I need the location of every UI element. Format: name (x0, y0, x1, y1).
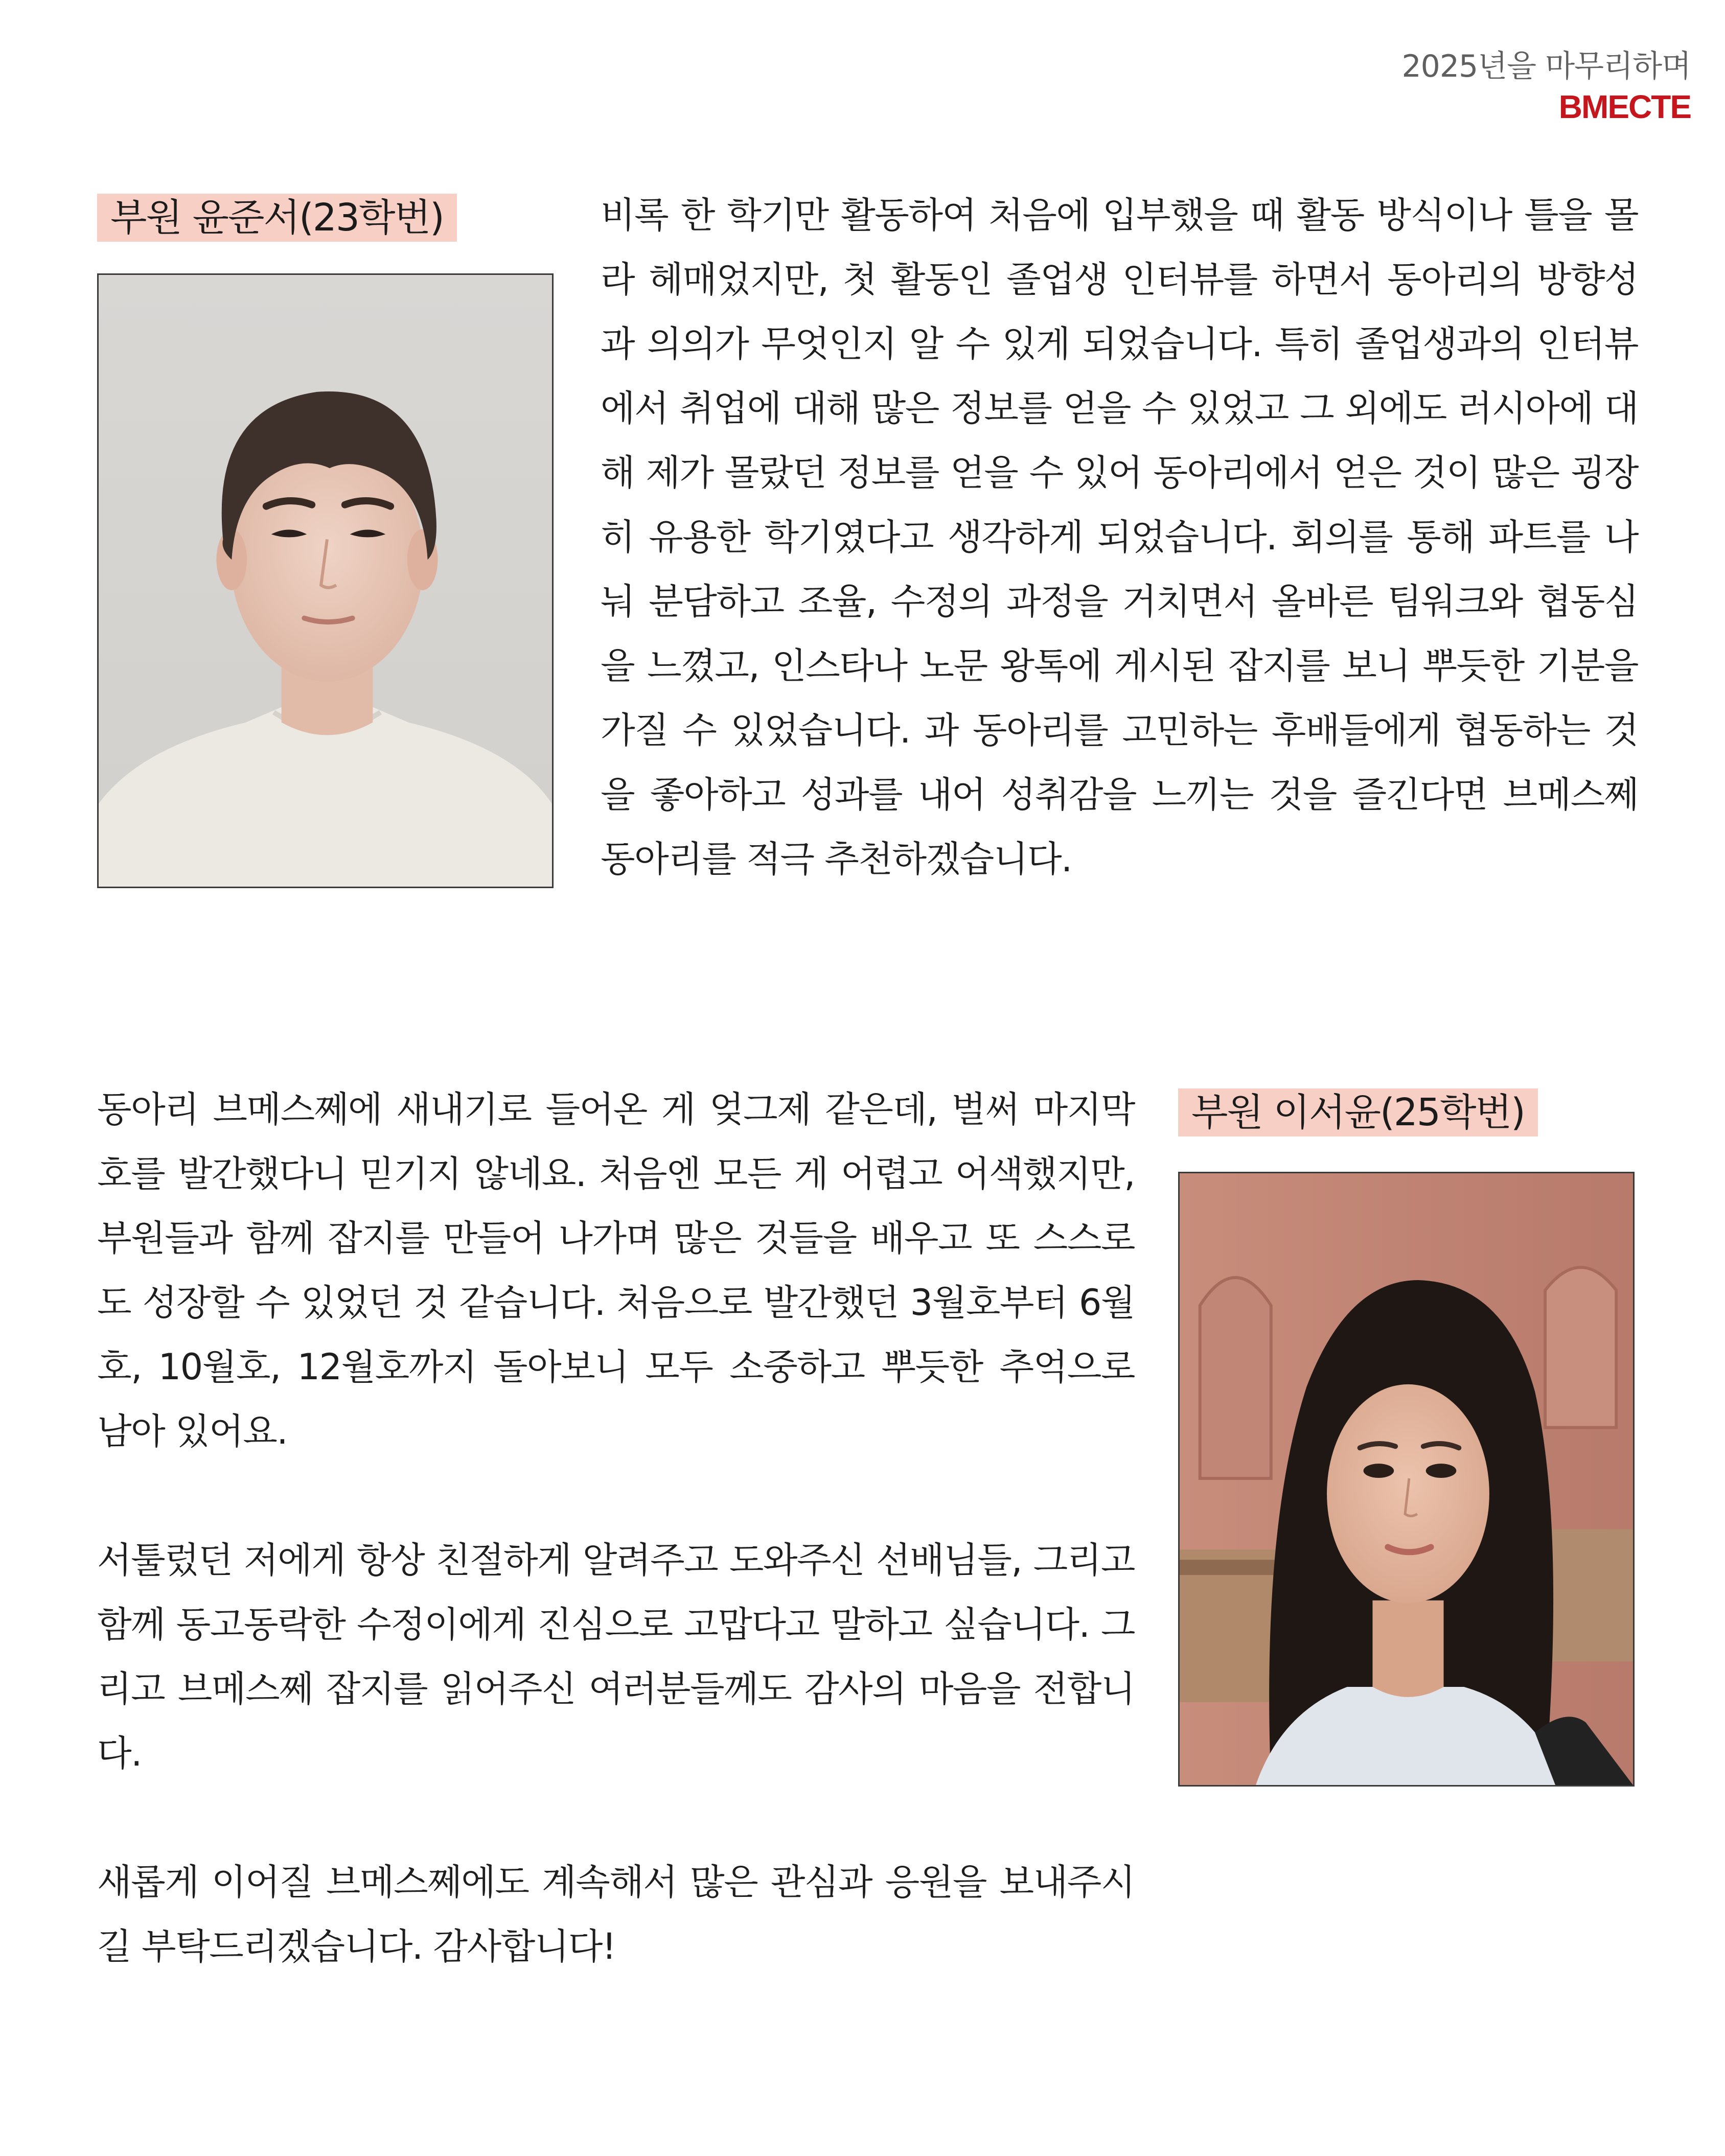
member1-photo (97, 273, 554, 888)
member1-name-tag: 부원 윤준서(23학번) (97, 194, 457, 242)
member2-paragraph-1: 동아리 브메스쩨에 새내기로 들어온 게 엊그제 같은데, 벌써 마지막 호를 발간했다니 믿기지 않네요. 처음엔 모든 게 어렵고 어색했지만, 부원들과 함께 잡지를 만들어 나가며 많은 것들을 배우고 또 스스로도 성장할 수 있었던 것 같습니다. 처음으로 발간했던 3월호부터 6월호, 10월호, 12월호까지 돌아보니 모두 소중하고 뿌듯한 추억으로 남아 있어요. (97, 1088, 1135, 1452)
member2-paragraph-3: 새롭게 이어질 브메스쩨에도 계속해서 많은 관심과 응원을 보내주시길 부탁드리겠습니다. 감사합니다! (97, 1861, 1135, 1967)
member2-photo (1178, 1172, 1635, 1787)
issue-subtitle: 2025년을 마무리하며 (1401, 49, 1691, 84)
member2-name-tag: 부원 이서윤(25학번) (1178, 1088, 1538, 1137)
member2-paragraph-2: 서툴렀던 저에게 항상 친절하게 알려주고 도와주신 선배님들, 그리고 함께 동고동락한 수정이에게 진심으로 고맙다고 말하고 싶습니다. 그리고 브메스쩨 잡지를 읽어주신 여러분들께도 감사의 마음을 전합니다. (97, 1539, 1135, 1774)
member1-paragraph: 비록 한 학기만 활동하여 처음에 입부했을 때 활동 방식이나 틀을 몰라 헤매었지만, 첫 활동인 졸업생 인터뷰를 하면서 동아리의 방향성과 의의가 무엇인지 알 수 있게 되었습니다. 특히 졸업생과의 인터뷰에서 취업에 대해 많은 정보를 얻을 수 있었고 그 외에도 러시아에 대해 제가 몰랐던 정보를 얻을 수 있어 동아리에서 얻은 것이 많은 굉장히 유용한 학기였다고 생각하게 되었습니다. 회의를 통해 파트를 나눠 분담하고 조율, 수정의 과정을 거치면서 올바른 팀워크와 협동심을 느꼈고, 인스타나 노문 왕톡에 게시된 잡지를 보니 뿌듯한 기분을 가질 수 있었습니다. 과 동아리를 고민하는 후배들에게 협동하는 것을 좋아하고 성과를 내어 성취감을 느끼는 것을 즐긴다면 브메스쩨 동아리를 적극 추천하겠습니다. (601, 194, 1638, 880)
brand-logo-text: BMECTE (1558, 88, 1691, 125)
member1-testimonial (601, 183, 1638, 891)
member1-portrait-illustration (99, 275, 552, 887)
member2-portrait-illustration (1180, 1173, 1633, 1785)
member2-testimonial (97, 1077, 1135, 1979)
